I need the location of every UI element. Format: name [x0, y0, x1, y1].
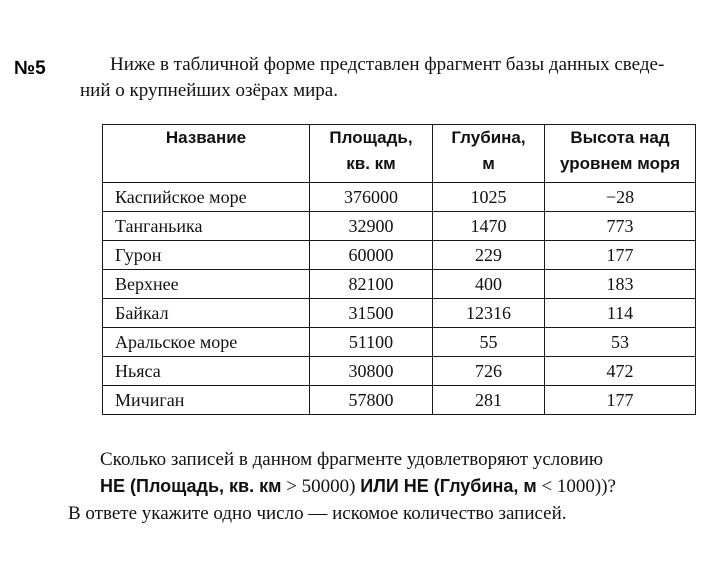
header-name-line1: Название [165, 128, 247, 147]
cell-altitude: −28 [545, 183, 696, 212]
table-row [103, 212, 696, 241]
cell-area: 30800 [310, 357, 433, 386]
cond-field-area: Площадь, кв. км [136, 476, 282, 496]
task-intro [80, 52, 728, 104]
cond-or: ИЛИ [360, 476, 399, 496]
header-altitude-line2: уровнем моря [559, 154, 681, 173]
cond-op-1: > 50000) [281, 476, 361, 497]
intro-line-2: ний о крупнейших озёрах мира. [80, 80, 338, 101]
cell-depth: 1025 [433, 183, 545, 212]
cell-altitude: 472 [545, 357, 696, 386]
question-line-3: В ответе укажите одно число — искомое количество записей. [68, 503, 567, 524]
cond-op-2: < 1000))? [536, 476, 616, 497]
task-number: №5 [14, 58, 46, 79]
lakes-table [102, 124, 696, 415]
cell-altitude: 183 [545, 270, 696, 299]
cell-area: 57800 [310, 386, 433, 415]
table-row [103, 328, 696, 357]
cell-area: 60000 [310, 241, 433, 270]
cond-field-depth: Глубина, м [439, 476, 537, 496]
cell-altitude: 177 [545, 241, 696, 270]
cell-altitude: 177 [545, 386, 696, 415]
cell-area: 31500 [310, 299, 433, 328]
cell-depth: 726 [433, 357, 545, 386]
cell-depth: 281 [433, 386, 545, 415]
cell-name: Мичиган [103, 386, 310, 415]
cell-altitude: 773 [545, 212, 696, 241]
question-text [68, 446, 728, 527]
table-row [103, 386, 696, 415]
header-altitude-line1: Высота над [570, 128, 670, 147]
cell-name: Танганьика [103, 212, 310, 241]
cell-area: 51100 [310, 328, 433, 357]
cell-name: Гурон [103, 241, 310, 270]
cell-name: Верхнее [103, 270, 310, 299]
question-condition [68, 473, 728, 500]
table-row [103, 183, 696, 212]
table-row [103, 299, 696, 328]
cell-name: Байкал [103, 299, 310, 328]
cond-not-1: НЕ ( [100, 476, 136, 496]
table-row [103, 357, 696, 386]
header-depth-line1: Глубина, [451, 128, 526, 147]
cell-altitude: 114 [545, 299, 696, 328]
table-row [103, 241, 696, 270]
header-name [103, 125, 310, 183]
cell-depth: 1470 [433, 212, 545, 241]
cell-depth: 12316 [433, 299, 545, 328]
question-line-1: Сколько записей в данном фрагменте удовлетворяют условию [100, 449, 604, 470]
header-area [310, 125, 433, 183]
cell-name: Ньяса [103, 357, 310, 386]
header-altitude [545, 125, 696, 183]
cell-area: 376000 [310, 183, 433, 212]
cell-area: 82100 [310, 270, 433, 299]
cell-depth: 229 [433, 241, 545, 270]
cell-depth: 400 [433, 270, 545, 299]
header-area-line2: кв. км [346, 154, 396, 173]
cell-altitude: 53 [545, 328, 696, 357]
cond-not-2: НЕ ( [398, 476, 440, 496]
cell-area: 32900 [310, 212, 433, 241]
cell-name: Аральское море [103, 328, 310, 357]
intro-line-1: Ниже в табличной форме представлен фрагмент базы данных сведе- [110, 54, 665, 75]
header-depth-line2: м [482, 154, 495, 173]
table-row [103, 270, 696, 299]
header-depth [433, 125, 545, 183]
table-header-row [103, 125, 696, 183]
header-area-line1: Площадь, [329, 128, 413, 147]
cell-name: Каспийское море [103, 183, 310, 212]
cell-depth: 55 [433, 328, 545, 357]
